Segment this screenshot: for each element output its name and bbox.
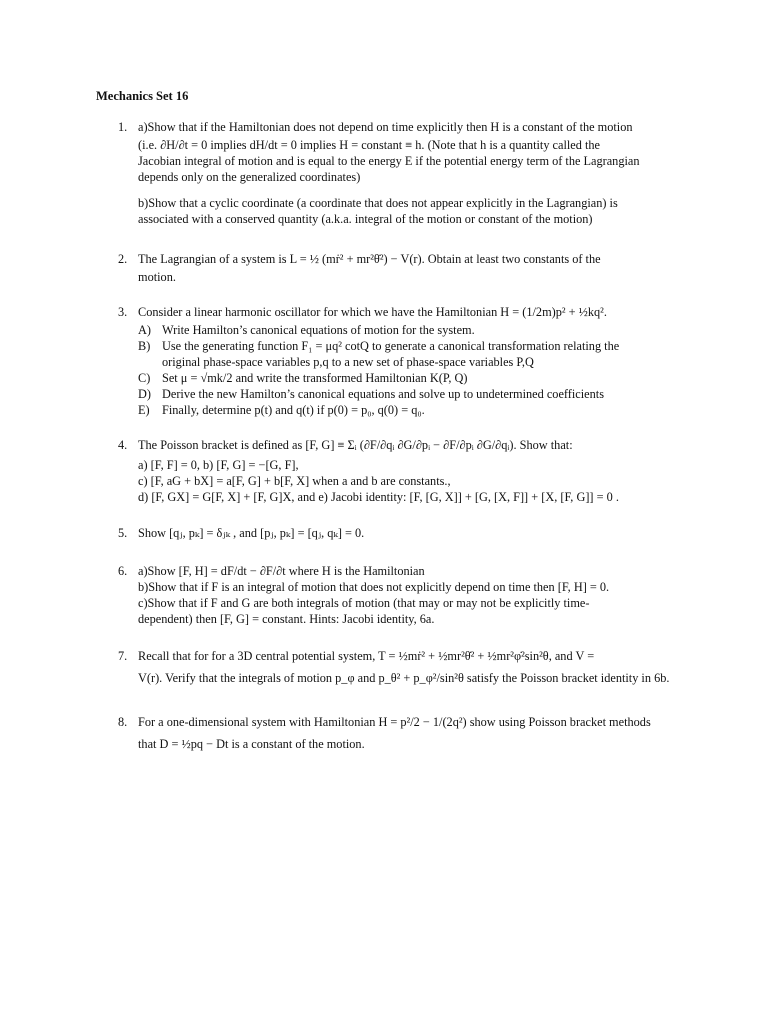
problem-line: b)Show that if F is an integral of motion that does not explicitly depend on time then [F, H] = 0. [138,580,610,594]
problem-body [138,563,673,627]
sub-item [138,322,673,338]
problem-line: motion. [138,270,176,284]
problem-body [138,525,673,541]
problem-line: depends only on the generalized coordinates) [138,170,361,184]
sub-item-line: Use the generating function F₁ = μq² cotQ to generate a canonical transformation relating the [162,339,620,353]
problem-line: Recall that for for a 3D central potential system, T = ½mṙ² + ½mr²θ̇² + ½mr²φ̇²sin²θ, and V = [138,649,595,663]
problem-line: a) [F, F] = 0, b) [F, G] = −[G, F], [138,458,299,472]
problem-line: The Lagrangian of a system is L = ½ (mṙ² + mr²θ̇²) − V(r). Obtain at least two constants of the [138,252,601,266]
problem-body [138,648,673,686]
problem-line: dependent) then [F, G] = constant. Hints: Jacobi identity, 6a. [138,612,435,626]
sub-item-label: E) [138,403,150,417]
sub-item-label: B) [138,339,151,353]
problem-line: that D = ½pq − Dt is a constant of the motion. [138,737,365,751]
sub-item [138,370,673,386]
problem-line: Show [qⱼ, pₖ] = δⱼₖ , and [pⱼ, pₖ] = [qⱼ, qₖ] = 0. [138,526,365,540]
problem-number: 2. [118,252,128,266]
sub-item-line: Write Hamilton’s canonical equations of motion for the system. [162,323,475,337]
problem-number: 1. [118,120,128,134]
problem-number: 3. [118,305,128,319]
problem-line: c) [F, aG + bX] = a[F, G] + b[F, X] when a and b are constants., [138,474,451,488]
page-title: Mechanics Set 16 [96,89,189,103]
problem-body [138,437,673,505]
sub-item-label: A) [138,323,151,337]
problem-line: V(r). Verify that the integrals of motion p_φ and p_θ² + p_φ²/sin²θ satisfy the Poisson bracket identity in 6b. [138,671,670,685]
problem-line: a)Show that if the Hamiltonian does not depend on time explicitly then H is a constant of the motion [138,120,633,134]
problem-number: 7. [118,649,128,663]
problem-line: Consider a linear harmonic oscillator for which we have the Hamiltonian H = (1/2m)p² + ½kq². [138,305,607,319]
problem-body [138,714,673,752]
sub-item-line: Derive the new Hamilton’s canonical equations and solve up to undetermined coefficients [162,387,604,401]
sub-item [138,402,673,418]
problem-line: For a one-dimensional system with Hamiltonian H = p²/2 − 1/(2q²) show using Poisson bracket methods [138,715,651,729]
problem-line: associated with a conserved quantity (a.k.a. integral of the motion or constant of the motion) [138,212,593,226]
sub-item-label: C) [138,371,151,385]
sub-item-line: Set μ = √mk/2 and write the transformed Hamiltonian K(P, Q) [162,371,468,385]
problem-line: d) [F, GX] = G[F, X] + [F, G]X, and e) Jacobi identity: [F, [G, X]] + [G, [X, F]] + [X, [F, G]] = 0 . [138,490,619,504]
sub-item-line: original phase-space variables p,q to a new set of phase-space variables P,Q [162,355,534,369]
problem-line: a)Show [F, H] = dF/dt − ∂F/∂t where H is the Hamiltonian [138,564,425,578]
sub-item-label: D) [138,387,151,401]
sub-item [138,338,673,370]
problem-line: Jacobian integral of motion and is equal to the energy E if the potential energy term of the Lagrangian [138,154,640,168]
problem-number: 8. [118,715,128,729]
problem-number: 4. [118,438,128,452]
problem-body [138,304,673,418]
problem-body [138,251,673,285]
problem-line: b)Show that a cyclic coordinate (a coordinate that does not appear explicitly in the Lagrangian) is [138,196,618,210]
sub-item-line: Finally, determine p(t) and q(t) if p(0) = p₀, q(0) = q₀. [162,403,425,417]
problem-line: The Poisson bracket is defined as [F, G] ≡ Σᵢ (∂F/∂qᵢ ∂G/∂pᵢ − ∂F/∂pᵢ ∂G/∂qᵢ). Show that: [138,438,573,452]
problem-line: c)Show that if F and G are both integrals of motion (that may or may not be explicitly time- [138,596,590,610]
problem-number: 5. [118,526,128,540]
problem-number: 6. [118,564,128,578]
problem-line: (i.e. ∂H/∂t = 0 implies dH/dt = 0 implies H = constant ≡ h. (Note that h is a quantity called the [138,138,601,152]
problem-body [138,119,673,227]
sub-item [138,386,673,402]
